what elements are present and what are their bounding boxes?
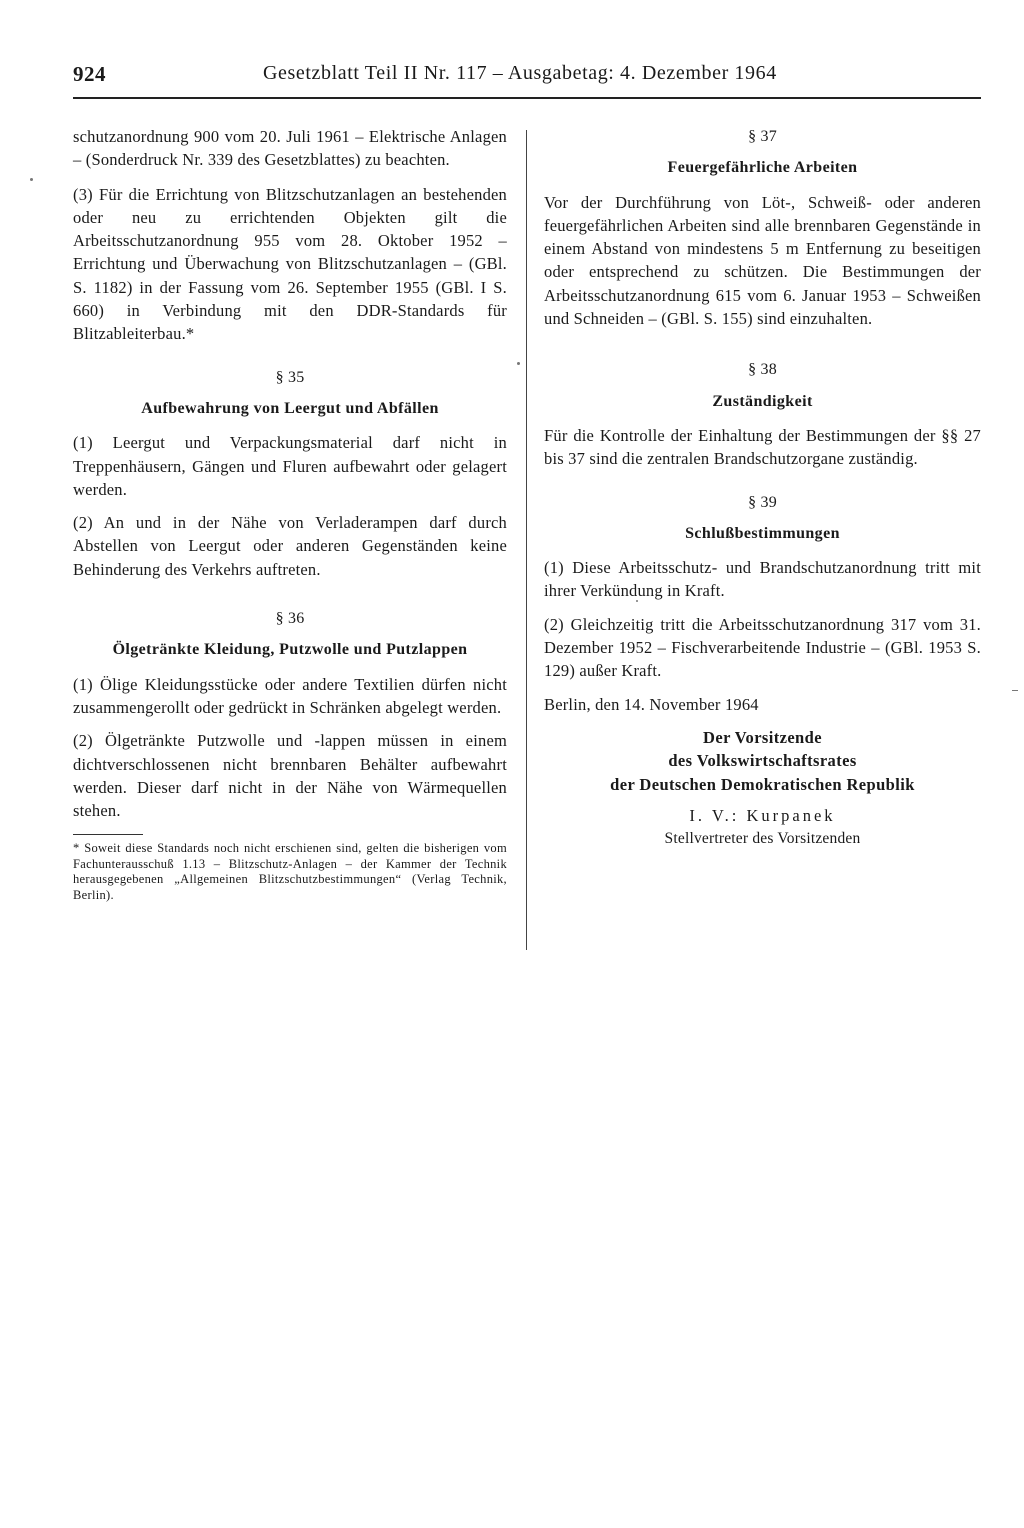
column-divider — [526, 130, 527, 950]
section-title-38: Zuständigkeit — [712, 392, 813, 410]
signature-title-line-3: der Deutschen Demokratischen Republik — [610, 774, 915, 794]
footnote-rule — [73, 834, 143, 835]
scan-speck — [30, 178, 33, 181]
section-38-paragraph: Für die Kontrolle der Einhaltung der Bestimmungen der §§ 27 bis 37 sind die zentralen Brandschutzorgane zuständig. — [544, 425, 981, 469]
signature-title-line-1: Der Vorsitzende — [703, 727, 822, 747]
section-35-paragraph-2: (2) An und in der Nähe von Verladerampen darf durch Abstellen von Leergut oder anderen Gegenständen keine Behinderung des Verkehrs auftreten. — [73, 513, 507, 579]
page-number: 924 — [73, 62, 106, 86]
scan-speck — [636, 600, 638, 602]
section-title-39: Schlußbestimmungen — [685, 524, 840, 542]
section-number-35: § 35 — [275, 368, 305, 386]
section-number-39: § 39 — [748, 493, 777, 511]
header-rule — [73, 97, 981, 99]
scan-speck — [517, 362, 520, 365]
section-number-38: § 38 — [748, 361, 777, 379]
section-36-paragraph-1: (1) Ölige Kleidungsstücke oder andere Textilien dürfen nicht zusammengerollt oder gedrückt in Schränken abgelegt werden. — [73, 674, 507, 717]
paragraph-continuation: schutzanordnung 900 vom 20. Juli 1961 – Elektrische Anlagen – (Sonderdruck Nr. 339 des Gesetzblattes) zu beachten. — [73, 127, 507, 170]
section-39-paragraph-1: (1) Diese Arbeitsschutz- und Brandschutzanordnung tritt mit ihrer Verkündung in Kraft. — [544, 558, 981, 601]
place-and-date: Berlin, den 14. November 1964 — [544, 694, 759, 714]
running-head: Gesetzblatt Teil II Nr. 117 – Ausgabetag: 4. Dezember 1964 — [263, 62, 777, 84]
page-header — [73, 62, 981, 92]
paragraph-lightning-protection: (3) Für die Errichtung von Blitzschutzanlagen an bestehenden oder neu zu errichtenden Objekten gilt die Arbeitsschutzanordnung 955 vom 28. Oktober 1952 – Errichtung und Überwachung von Blitzschutzanlagen – (GBl. S. 1182) in der Fassung vom 26. September 1955 (GBl. I S. 660) in Verbindung mit den DDR-Standards für Blitzableiterbau.* — [73, 184, 507, 344]
section-35-paragraph-1: (1) Leergut und Verpackungsmaterial darf nicht in Treppenhäusern, Gängen und Fluren aufbewahrt oder gelagert werden. — [73, 433, 507, 499]
signatory-name: I. V.: Kurpanek — [689, 805, 836, 825]
section-title-37: Feuergefährliche Arbeiten — [667, 159, 858, 177]
right-column — [544, 125, 981, 850]
signatory-role: Stellvertreter des Vorsitzenden — [664, 830, 861, 848]
section-39-paragraph-2: (2) Gleichzeitig tritt die Arbeitsschutzanordnung 317 vom 31. Dezember 1952 – Fischverarbeitende Industrie – (GBl. 1953 S. 129) außer Kraft. — [544, 614, 981, 681]
section-37-paragraph: Vor der Durchführung von Löt-, Schweiß- oder anderen feuergefährlichen Arbeiten sind alle brennbaren Gegenstände in einem Abstand von mindestens 5 m Entfernung zu beseitigen oder entsprechend zu schützen. Die Bestimmungen der Arbeitsschutzanordnung 615 vom 6. Januar 1953 – Schweißen und Schneiden – (GBl. S. 155) sind einzuhalten. — [544, 192, 981, 329]
section-number-37: § 37 — [748, 128, 777, 145]
section-title-35: Aufbewahrung von Leergut und Abfällen — [141, 399, 439, 417]
section-36-paragraph-2: (2) Ölgetränkte Putzwolle und -lappen müssen in einem dichtverschlossenen nicht brennbaren Behälter aufbewahrt werden. Dieser darf nicht in der Nähe von Wärmequellen stehen. — [73, 731, 507, 821]
left-column — [73, 125, 507, 913]
footnote: * Soweit diese Standards noch nicht erschienen sind, gelten die bisherigen vom Fachunterausschuß 1.13 – Blitzschutz-Anlagen – der Kammer der Technik herausgegebenen „Allgemeinen Blitzschutzbestimmungen“ (Verlag Technik, Berlin). — [73, 841, 507, 902]
signature-block — [544, 726, 981, 850]
signature-title-line-2: des Volkswirtschaftsrates — [668, 751, 857, 771]
section-title-36: Ölgetränkte Kleidung, Putzwolle und Putzlappen — [112, 641, 468, 659]
scan-speck — [1012, 690, 1018, 691]
section-number-36: § 36 — [275, 610, 305, 628]
